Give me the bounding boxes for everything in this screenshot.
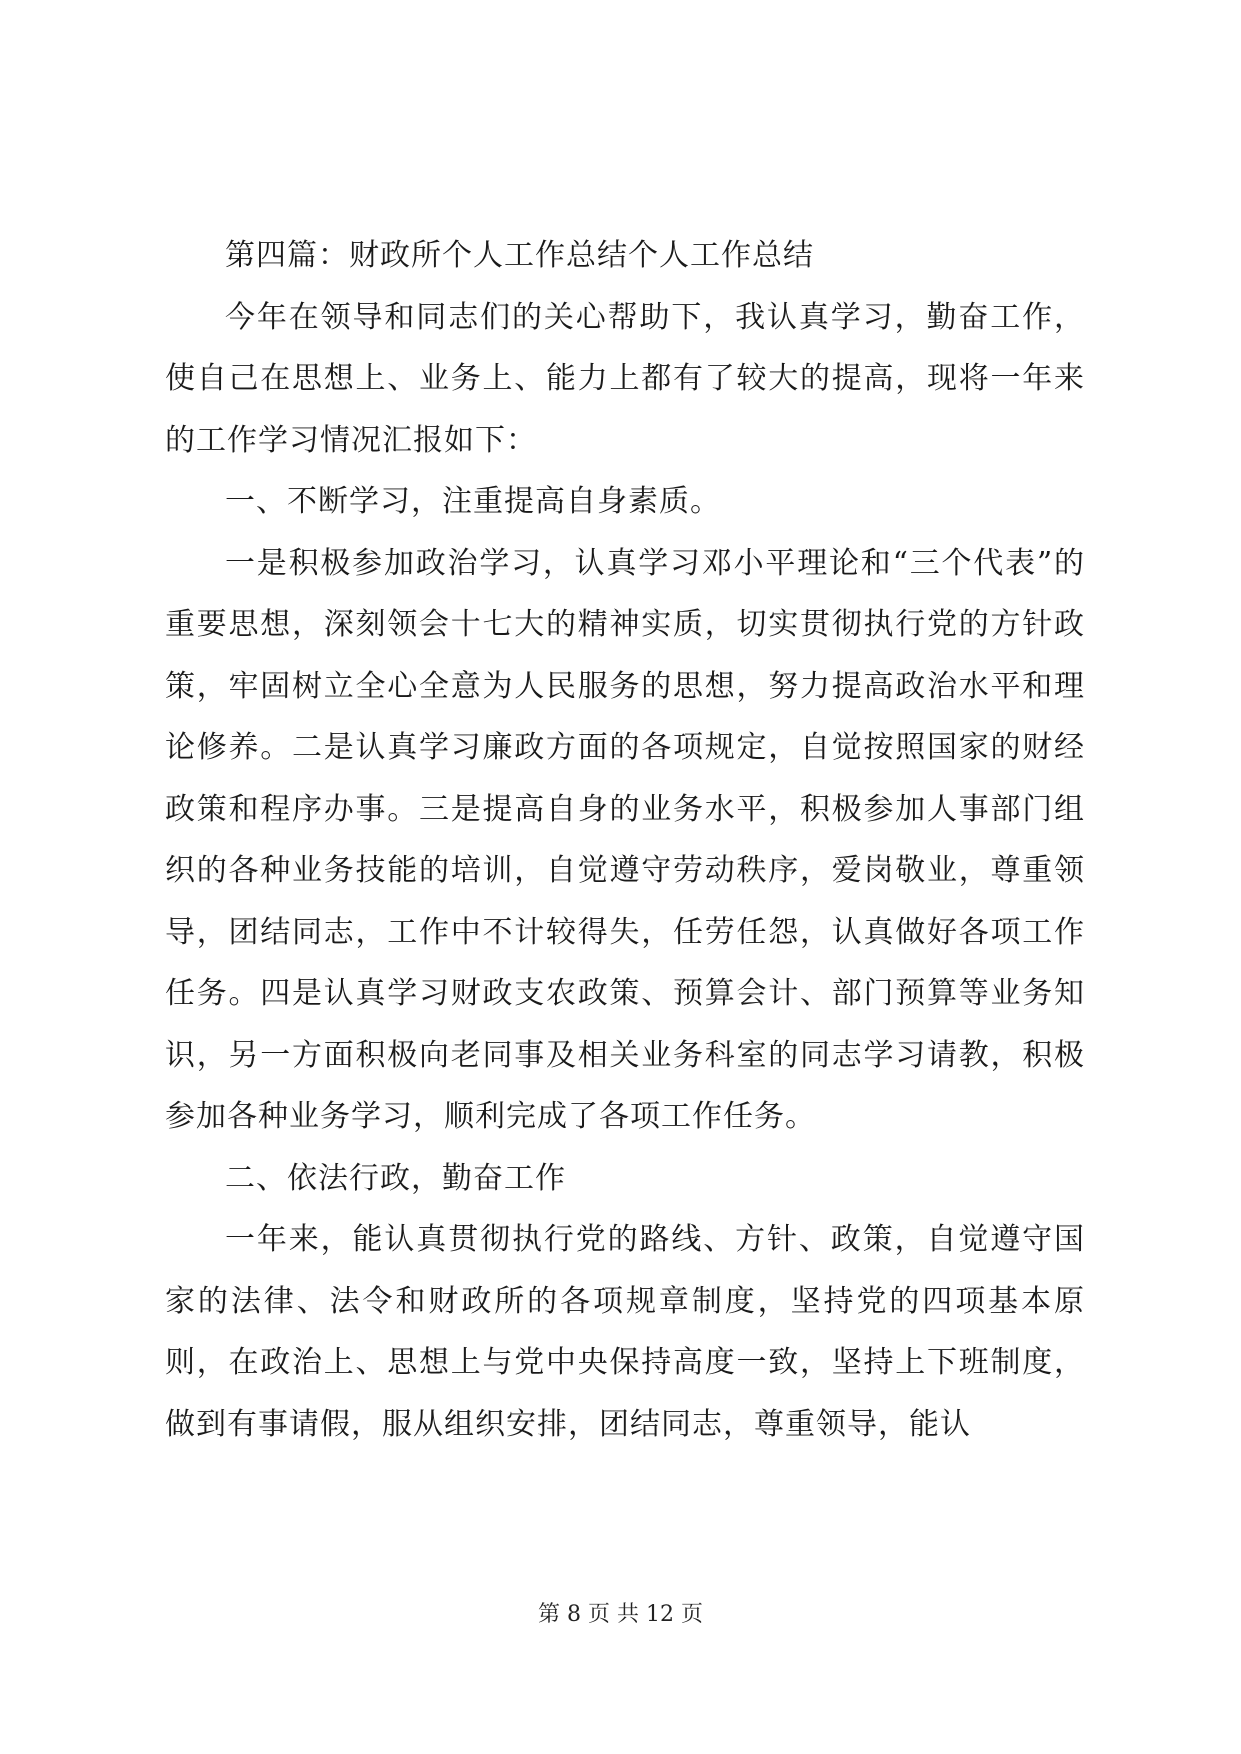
document-body — [165, 225, 1085, 1455]
intro-paragraph: 今年在领导和同志们的关心帮助下，我认真学习，勤奋工作，使自己在思想上、业务上、能力上都有了较大的提高，现将一年来的工作学习情况汇报如下： — [165, 299, 1085, 458]
page-number-footer: 第 8 页 共 12 页 — [538, 1602, 703, 1627]
section-heading-2: 二、依法行政，勤奋工作 — [225, 1160, 566, 1196]
section-heading-1: 一、不断学习，注重提高自身素质。 — [225, 484, 721, 519]
body-paragraph-1: 一是积极参加政治学习，认真学习邓小平理论和“三个代表”的重要思想，深刻领会十七大的精神实质，切实贯彻执行党的方针政策，牢固树立全心全意为人民服务的思想，努力提高政治水平和理论修养。二是认真学习廉政方面的各项规定，自觉按照国家的财经政策和程序办事。三是提高自身的业务水平，积极参加人事部门组织的各种业务技能的培训，自觉遵守劳动秩序，爱岗敬业，尊重领导，团结同志，工作中不计较得失，任劳任怨，认真做好各项工作任务。四是认真学习财政支农政策、预算会计、部门预算等业务知识，另一方面积极向老同事及相关业务科室的同志学习请教，积极参加各种业务学习，顺利完成了各项工作任务。 — [165, 545, 1085, 1134]
body-paragraph-2: 一年来，能认真贯彻执行党的路线、方针、政策，自觉遵守国家的法律、法令和财政所的各项规章制度，坚持党的四项基本原则，在政治上、思想上与党中央保持高度一致，坚持上下班制度，做到有事请假，服从组织安排，团结同志，尊重领导，能认 — [165, 1222, 1085, 1442]
section-title: 第四篇：财政所个人工作总结个人工作总结 — [225, 238, 814, 273]
